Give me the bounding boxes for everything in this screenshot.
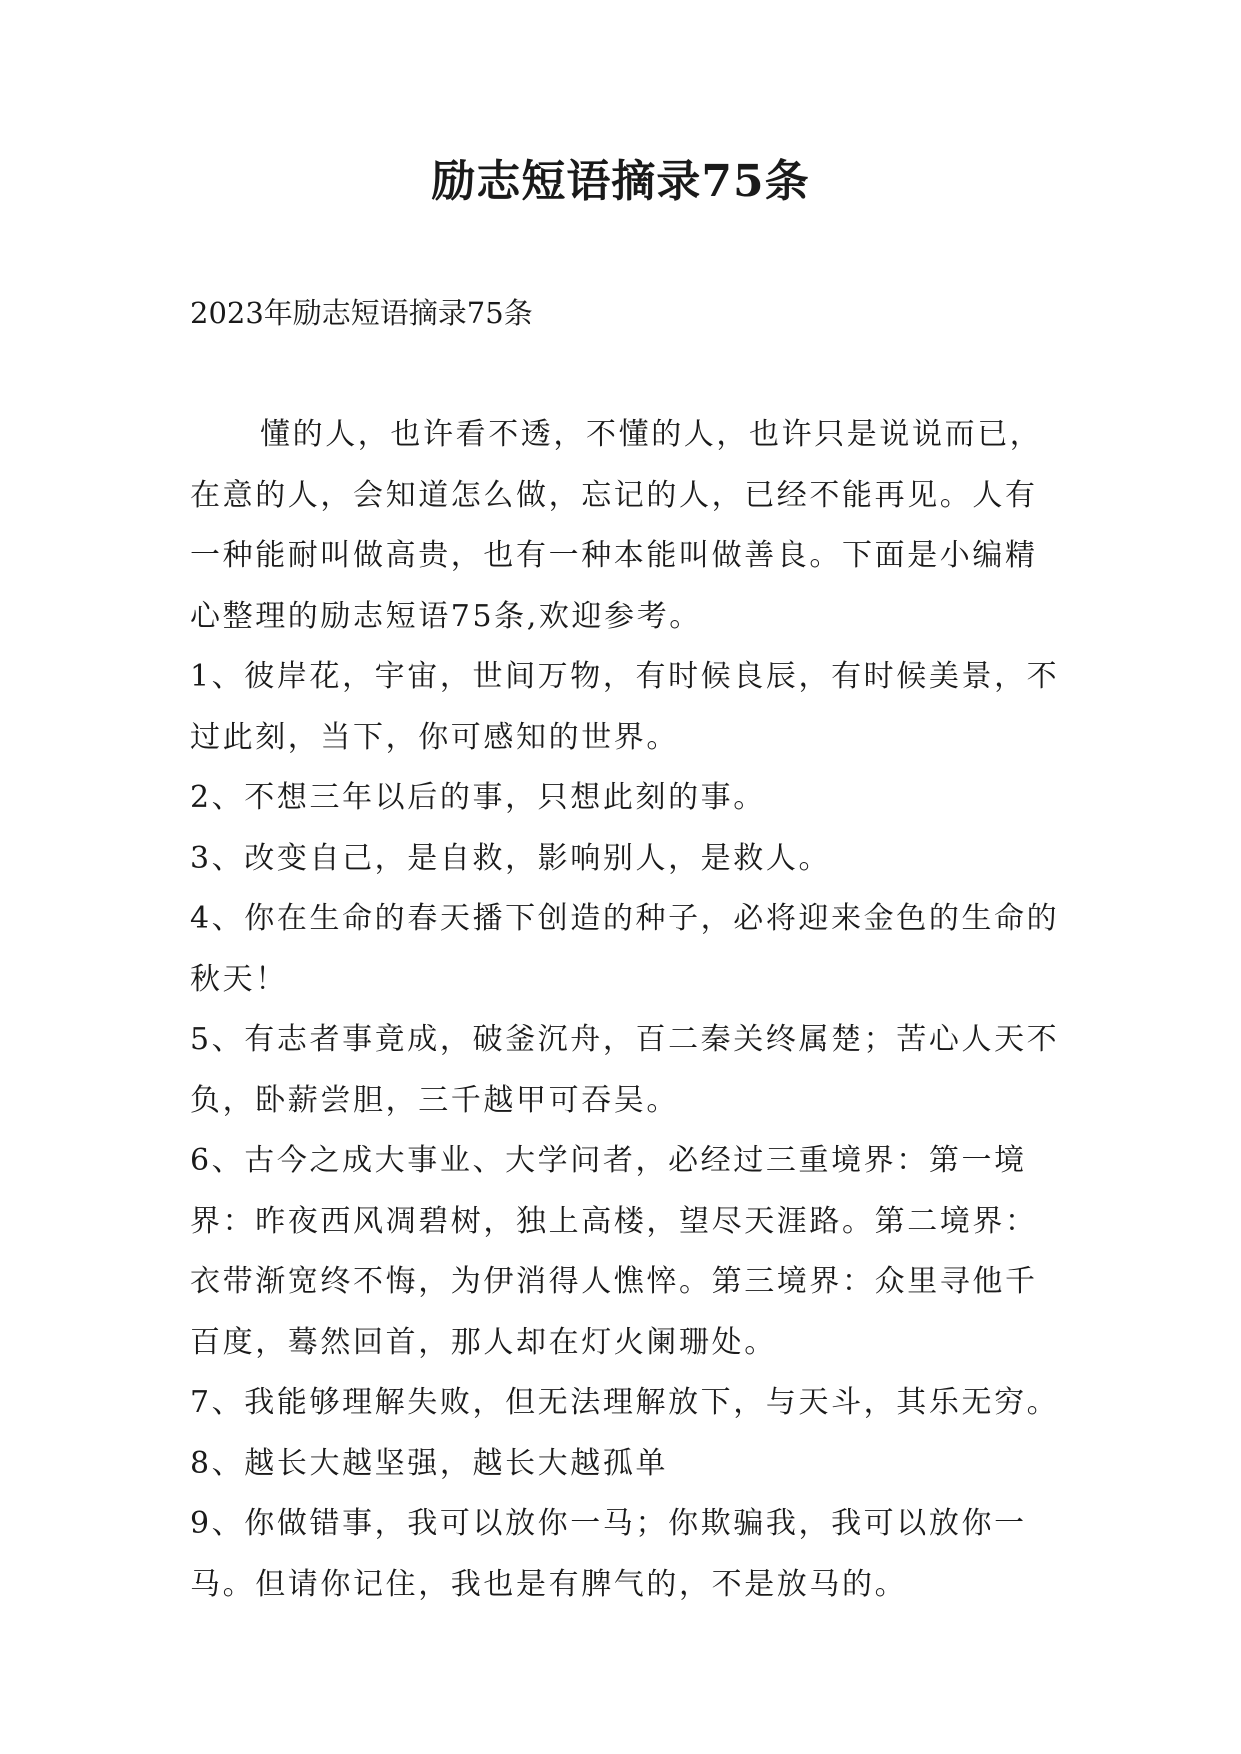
intro-paragraph: 懂的人，也许看不透，不懂的人，也许只是说说而已，在意的人，会知道怎么做，忘记的人，已经不能再见。人有一种能耐叫做高贵，也有一种本能叫做善良。下面是小编精心整理的励志短语75条,欢迎参考。 [190,417,1043,634]
document-title: 励志短语摘录75条 [431,156,810,207]
quote-item-9: 9、你做错事，我可以放你一马；你欺骗我，我可以放你一马。但请你记住，我也是有脾气的，不是放马的。 [190,1506,1027,1602]
document-subtitle: 2023年励志短语摘录75条 [190,296,533,330]
quote-item-8: 8、越长大越坚强，越长大越孤单 [190,1445,669,1481]
document-body [190,405,1070,1615]
quote-item-5: 5、有志者事竟成，破釜沉舟，百二秦关终属楚；苦心人天不负，卧薪尝胆，三千越甲可吞吴。 [190,1022,1060,1118]
quote-item-2: 2、不想三年以后的事，只想此刻的事。 [190,780,766,815]
quote-item-6: 6、古今之成大事业、大学问者，必经过三重境界：第一境界：昨夜西风凋碧树，独上高楼，望尽天涯路。第二境界：衣带渐宽终不悔，为伊消得人憔悴。第三境界：众里寻他千百度，蓦然回首，那人却在灯火阑珊处。 [190,1143,1038,1360]
quote-item-7: 7、我能够理解失败，但无法理解放下，与天斗，其乐无穷。 [190,1385,1060,1420]
quote-item-1: 1、彼岸花，宇宙，世间万物，有时候良辰，有时候美景，不过此刻，当下，你可感知的世界。 [190,659,1060,755]
quote-item-4: 4、你在生命的春天播下创造的种子，必将迎来金色的生命的秋天！ [190,901,1060,997]
quote-item-3: 3、改变自己，是自救，影响别人，是救人。 [190,840,832,876]
